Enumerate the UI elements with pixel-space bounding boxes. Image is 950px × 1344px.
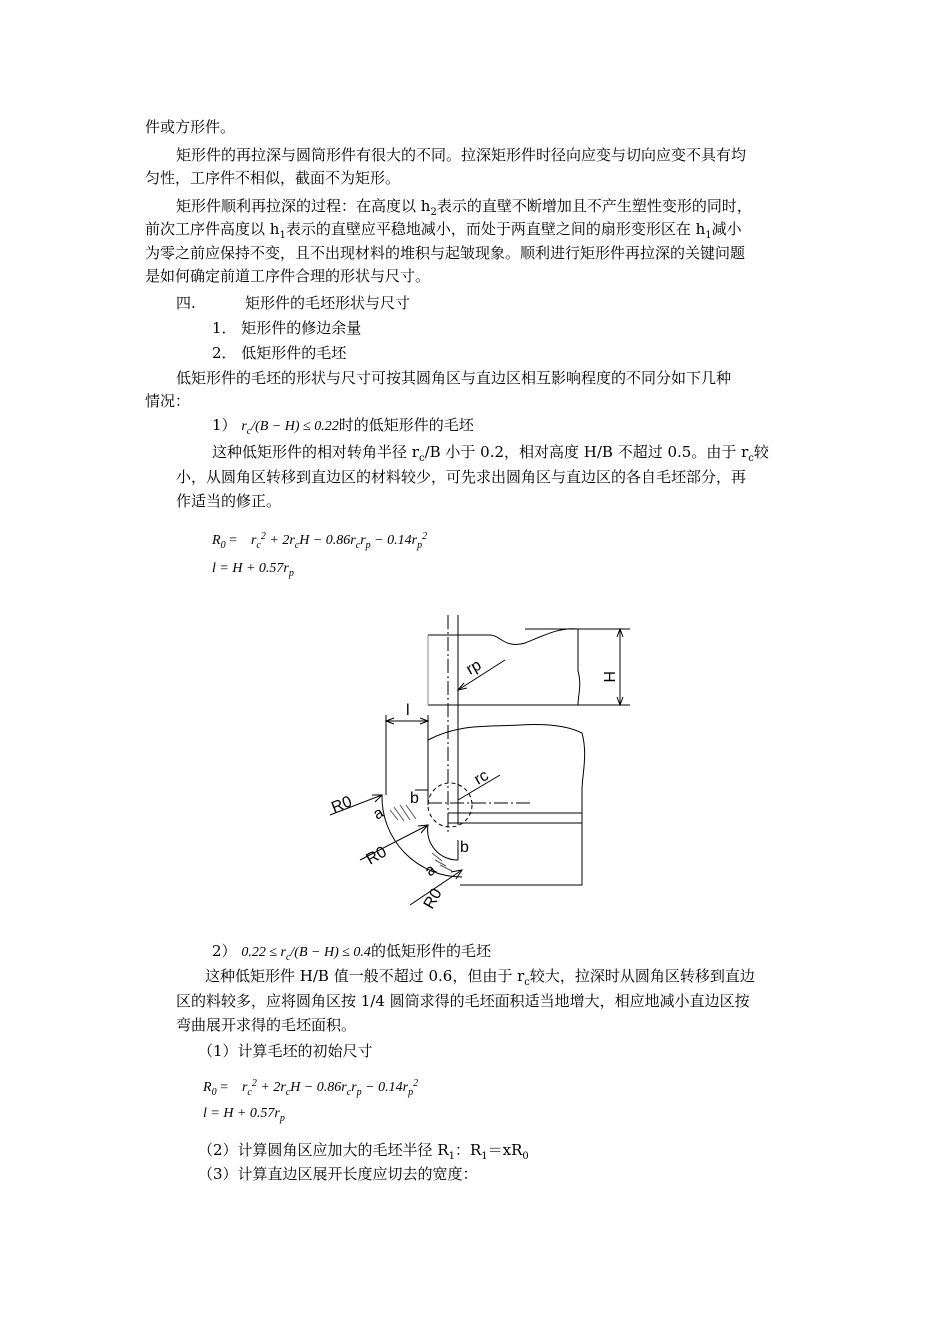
subscript: c bbox=[246, 426, 252, 437]
text: 为零之前应保持不变，且不出现材料的堆积与起皱现象。顺利进行矩形件再拉深的关键问题 bbox=[145, 244, 746, 262]
paragraph-line bbox=[176, 491, 281, 511]
superscript: 2 bbox=[260, 531, 266, 542]
text: /B 小于 0.2，相对高度 H/B 不超过 0.5。由于 r bbox=[424, 443, 749, 461]
paragraph-line bbox=[145, 117, 235, 137]
text: 1． 矩形件的修边余量 bbox=[212, 319, 362, 337]
condition-formula bbox=[241, 945, 371, 963]
label-l: l bbox=[406, 702, 410, 719]
upper-outline bbox=[428, 629, 580, 705]
paragraph-line bbox=[145, 243, 745, 263]
text: （3）计算直边区展开长度应切去的宽度： bbox=[198, 1165, 478, 1183]
text: （1）计算毛坯的初始尺寸 bbox=[198, 1042, 373, 1060]
subscript: 1 bbox=[705, 230, 712, 241]
step-line bbox=[198, 1041, 373, 1061]
paragraph-line bbox=[176, 1015, 356, 1035]
case-heading bbox=[212, 415, 474, 437]
math-text: /(B − H) ≤ 0.4 bbox=[290, 945, 371, 960]
hatch-1 bbox=[390, 805, 416, 821]
subscript: c bbox=[294, 540, 300, 551]
paragraph-line bbox=[176, 145, 746, 165]
label-r0-2: R0 bbox=[363, 843, 390, 869]
equation-l bbox=[212, 560, 294, 578]
paragraph-line bbox=[176, 467, 746, 487]
subscript: c bbox=[748, 453, 754, 464]
text: 2） bbox=[212, 942, 237, 960]
subscript: 1 bbox=[279, 230, 286, 241]
superscript: 2 bbox=[251, 1078, 257, 1089]
superscript: 2 bbox=[422, 531, 428, 542]
rc-circle bbox=[428, 783, 472, 827]
text: （2）计算圆角区应加大的毛坯半径 R bbox=[198, 1141, 449, 1159]
math-text: = bbox=[225, 533, 241, 548]
subscript: 1 bbox=[448, 1151, 455, 1162]
text: 矩形件的再拉深与圆筒形件有很大的不同。拉深矩形件时径向应变与切向应变不具有均 bbox=[176, 146, 747, 164]
label-r0-1: R0 bbox=[329, 793, 355, 817]
lower-outline bbox=[428, 724, 585, 885]
label-r0-3: R0 bbox=[420, 885, 446, 912]
text: 弯曲展开求得的毛坯面积。 bbox=[176, 1016, 357, 1034]
step-line bbox=[198, 1140, 529, 1160]
text: 减小 bbox=[711, 220, 742, 238]
subscript: c bbox=[285, 952, 291, 963]
math-var: r bbox=[280, 945, 286, 960]
equation-l bbox=[203, 1105, 285, 1123]
label-b-2: b bbox=[460, 839, 469, 856]
paragraph-line bbox=[176, 991, 750, 1011]
math-text: 0.22 ≤ bbox=[241, 945, 281, 960]
subscript: c bbox=[524, 977, 530, 988]
paragraph-line bbox=[145, 391, 190, 411]
label-h: H bbox=[600, 671, 617, 683]
subscript: c bbox=[285, 1087, 291, 1098]
subscript: p bbox=[279, 1113, 285, 1124]
list-item bbox=[212, 318, 361, 338]
label-rc: rc bbox=[471, 767, 492, 789]
text: 情况： bbox=[145, 392, 191, 410]
subscript: c bbox=[355, 540, 361, 551]
math-var: r bbox=[250, 533, 257, 548]
subscript: p bbox=[408, 1087, 414, 1098]
math-var: r bbox=[360, 533, 366, 548]
text: 作适当的修正。 bbox=[176, 492, 282, 510]
paragraph-line bbox=[145, 168, 400, 188]
label-b-1: b bbox=[410, 790, 419, 807]
text: 2． 低矩形件的毛坯 bbox=[212, 344, 347, 362]
text: 较 bbox=[753, 443, 769, 461]
math-var: r bbox=[241, 1080, 248, 1095]
text: ＝xR bbox=[487, 1141, 523, 1159]
label-rp: rp bbox=[463, 656, 485, 679]
math-text: − 0.14r bbox=[370, 533, 418, 548]
case-heading bbox=[212, 941, 491, 963]
math-text: l = H + 0.57r bbox=[203, 1106, 280, 1121]
paragraph-line bbox=[205, 966, 755, 986]
subscript: 0 bbox=[522, 1151, 529, 1162]
section-title: 矩形件的毛坯形状与尺寸 bbox=[245, 294, 411, 312]
text: 矩形件顺利再拉深的过程：在高度以 h bbox=[176, 197, 431, 215]
condition-formula bbox=[241, 419, 339, 437]
math-text: /(B − H) ≤ 0.22 bbox=[251, 419, 339, 434]
equation-r0 bbox=[203, 1079, 418, 1097]
text: 表示的直壁不断增加且不产生塑性变形的同时， bbox=[436, 197, 752, 215]
inner-arc bbox=[428, 825, 458, 860]
math-text: + 2r bbox=[265, 533, 295, 548]
math-text: = bbox=[216, 1080, 232, 1095]
math-text: l = H + 0.57r bbox=[212, 561, 289, 576]
step-line bbox=[198, 1164, 478, 1184]
math-text: + 2r bbox=[256, 1080, 286, 1095]
blank-diagram bbox=[320, 615, 640, 915]
subscript: 0 bbox=[220, 540, 226, 551]
subscript: 2 bbox=[430, 207, 437, 218]
subscript: p bbox=[288, 568, 294, 579]
superscript: 2 bbox=[413, 1078, 419, 1089]
text: 这种低矩形件的相对转角半径 r bbox=[212, 443, 419, 461]
subscript: c bbox=[418, 453, 425, 464]
subscript: 0 bbox=[211, 1087, 217, 1098]
subscript: c bbox=[247, 1087, 252, 1098]
text: 件或方形件。 bbox=[145, 118, 236, 136]
text: 前次工序件高度以 h bbox=[145, 220, 280, 238]
text: 表示的直壁应平稳地减小，而处于两直壁之间的扇形变形区在 h bbox=[285, 220, 706, 238]
section-heading bbox=[176, 293, 196, 313]
text: 是如何确定前道工序件合理的形状与尺寸。 bbox=[145, 267, 431, 285]
text: 这种低矩形件 H/B 值一般不超过 0.6，但由于 r bbox=[205, 967, 525, 985]
text: 小，从圆角区转移到直边区的材料较少，可先求出圆角区与直边区的各自毛坯部分，再 bbox=[176, 468, 747, 486]
subscript: c bbox=[256, 540, 261, 551]
subscript: p bbox=[365, 540, 371, 551]
subscript: 1 bbox=[481, 1151, 488, 1162]
math-var: r bbox=[241, 419, 247, 434]
math-text: − 0.14r bbox=[361, 1080, 409, 1095]
math-var: R bbox=[203, 1080, 212, 1095]
text: 匀性，工序件不相似，截面不为矩形。 bbox=[145, 169, 401, 187]
section-heading bbox=[245, 293, 410, 313]
text: 区的料较多，应将圆角区按 1/4 圆筒求得的毛坯面积适当地增大，相应地减小直边区按 bbox=[176, 992, 750, 1010]
paragraph-line bbox=[176, 368, 731, 388]
subscript: p bbox=[417, 540, 423, 551]
subscript: p bbox=[356, 1087, 362, 1098]
equation-r0 bbox=[212, 532, 427, 550]
text: 的低矩形件的毛坯 bbox=[370, 942, 491, 960]
text: 较大，拉深时从圆角区转移到直边 bbox=[529, 967, 755, 985]
label-a-2: a bbox=[421, 861, 440, 881]
paragraph-line bbox=[176, 196, 752, 216]
math-var: r bbox=[351, 1080, 357, 1095]
math-text: H − 0.86r bbox=[299, 533, 356, 548]
text: ：R bbox=[454, 1141, 482, 1159]
math-var: R bbox=[212, 533, 221, 548]
math-text: H − 0.86r bbox=[290, 1080, 347, 1095]
paragraph-line bbox=[145, 266, 430, 286]
text: 时的低矩形件的毛坯 bbox=[338, 416, 474, 434]
section-number: 四. bbox=[176, 294, 196, 312]
list-item bbox=[212, 343, 346, 363]
text: 低矩形件的毛坯的形状与尺寸可按其圆角区与直边区相互影响程度的不同分如下几种 bbox=[176, 369, 732, 387]
paragraph-line bbox=[145, 219, 742, 239]
label-a-1: a bbox=[370, 804, 387, 824]
rp-arrow bbox=[458, 683, 467, 690]
text: 1） bbox=[212, 416, 237, 434]
paragraph-line bbox=[212, 442, 769, 462]
subscript: c bbox=[346, 1087, 352, 1098]
